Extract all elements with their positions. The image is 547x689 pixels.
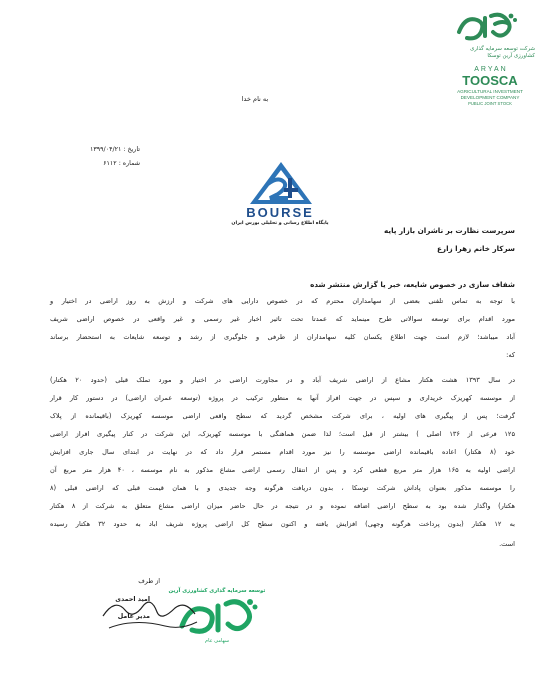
tagline-3: PUBLIC JOINT STOCK xyxy=(468,101,512,106)
subject: شفاف سازی در خصوص شایعه، خبر یا گزارش منتشر شده xyxy=(310,280,515,289)
basmala: به نام خدا xyxy=(241,95,269,103)
tagline-2: DEVELOPMENT COMPANY xyxy=(460,95,520,100)
toosca-logo-icon xyxy=(455,10,519,44)
para2-line: ۱۲۵ فرعی از ۱۳۶ اصلی ) بیشتر از قبل است؛ لذا ضمن هماهنگی با موسسه کهریزک، این شرکت در کنار پیگیری افراز اراضی xyxy=(50,430,515,438)
company-logo xyxy=(417,8,537,113)
para1-line: مورد اقدام برای توسعه سوالاتی طرح مینماید که عمدتا تحت تاثیر اخبار غیر رسمی و غیر واقعی در خصوص اراضی شریف xyxy=(50,315,515,323)
para2-line: است. xyxy=(499,540,515,548)
para2-line: اراضی اولیه به ۱۶۵ هزار متر مربع قطعی کرد و پس از انتقال رسمی اراضی مشاع مذکور به نام موسسه ، ۴۰ هزار متر مربع آن xyxy=(50,466,515,474)
tagline-1: AGRICULTURAL INVESTMENT xyxy=(457,89,523,94)
para2-line: هکتار) واگذار شده بود به سطح اراضی اضافه نموده و در نتیجه در حال حاضر میزان اراضی مشاع متعلق به شرکت از ۸ هکتار xyxy=(50,502,515,510)
bourse-caption: پایگاه اطلاع رسانی و تحلیلی بورس ایران xyxy=(231,221,329,226)
para2-line: خود (۸ هکتار) اعاده باقیمانده اراضی موسسه را نیز مورد اقدام مستمر قرار داد که در نهایت در ابتدای سال جاری افزایش xyxy=(50,448,515,456)
company-name-fa-1: شرکت توسعه سرمایه گذاری xyxy=(470,46,535,52)
para2-line: از موسسه کهریزک خریداری و سپس در جهت افراز آنها به منظور ترکیب در پروژه (توسعه عمران اراضی) در دستور کار قرار xyxy=(50,394,515,402)
signer-name: امید احمدی xyxy=(115,596,150,603)
para1-line: که: xyxy=(506,351,515,359)
bourse-logo-icon xyxy=(248,160,314,206)
para2-line: گرفت؛ پس از پیگیری های اولیه ، برای شرکت مشخص گردید که سطح واقعی اراضی موسسه کهریزک (باقیمانده از پلاک xyxy=(50,412,515,420)
para2-line: در سال ۱۳۹۳ هشت هکتار مشاع از اراضی شریف آباد و در مجاورت اراضی در اختیار و مورد تملک قبلی (حدود ۲۰ هکتار) xyxy=(50,376,516,384)
para1-line: با توجه به تماس تلفنی بعضی از سهامداران محترم که در خصوص دارایی های شرکت و ارزش به روز اراضی در اختیار و xyxy=(50,297,515,305)
letter-date: تاریخ : ۱۳۹۹/۰۴/۲۱ xyxy=(90,146,140,153)
para1-line: آباد میباشد؛ لازم است جهت اطلاع یکسان کلیه سهامداران از طرفی و جلوگیری از رشد و توسعه شایعات به استحضار برساند xyxy=(50,333,515,341)
signature-block xyxy=(95,578,205,638)
signature-from: از طرف xyxy=(138,578,160,585)
para2-line: به ۱۲ هکتار (بدون پرداخت هرگونه وجهی) افزایش یافته و اکنون سطح کل اراضی پروژه شریف اباد به حدود ۳۲ هکتار رسیده xyxy=(50,520,515,528)
recipient-line-1: سرپرست نظارت بر ناشران بازار پایه xyxy=(384,226,515,235)
bourse-word: BOURSE xyxy=(246,205,314,220)
para2-line: را موسسه مذکور بعنوان پاداش شرکت توسکا ، بدون دریافت هرگونه وجه جدیدی و با همان قیمت قبلی که اراضی قبلی (۸ xyxy=(50,484,515,492)
brand-en-top: ARYAN xyxy=(474,66,508,73)
recipient-line-2: سرکار خانم زهرا زارع xyxy=(437,244,515,253)
stamp-top-text: توسعه سرمایه گذاری کشاورزی آرین xyxy=(168,588,266,594)
letter-number: شماره : ۶۱۱۲ xyxy=(103,160,140,167)
stamp-bottom-text: سهامی عام xyxy=(204,638,230,644)
signer-title: مدیر عامل xyxy=(117,613,150,620)
brand-en-main: TOOSCA xyxy=(462,73,518,88)
company-name-fa-2: کشاورزی آرین توسکا xyxy=(487,53,535,59)
